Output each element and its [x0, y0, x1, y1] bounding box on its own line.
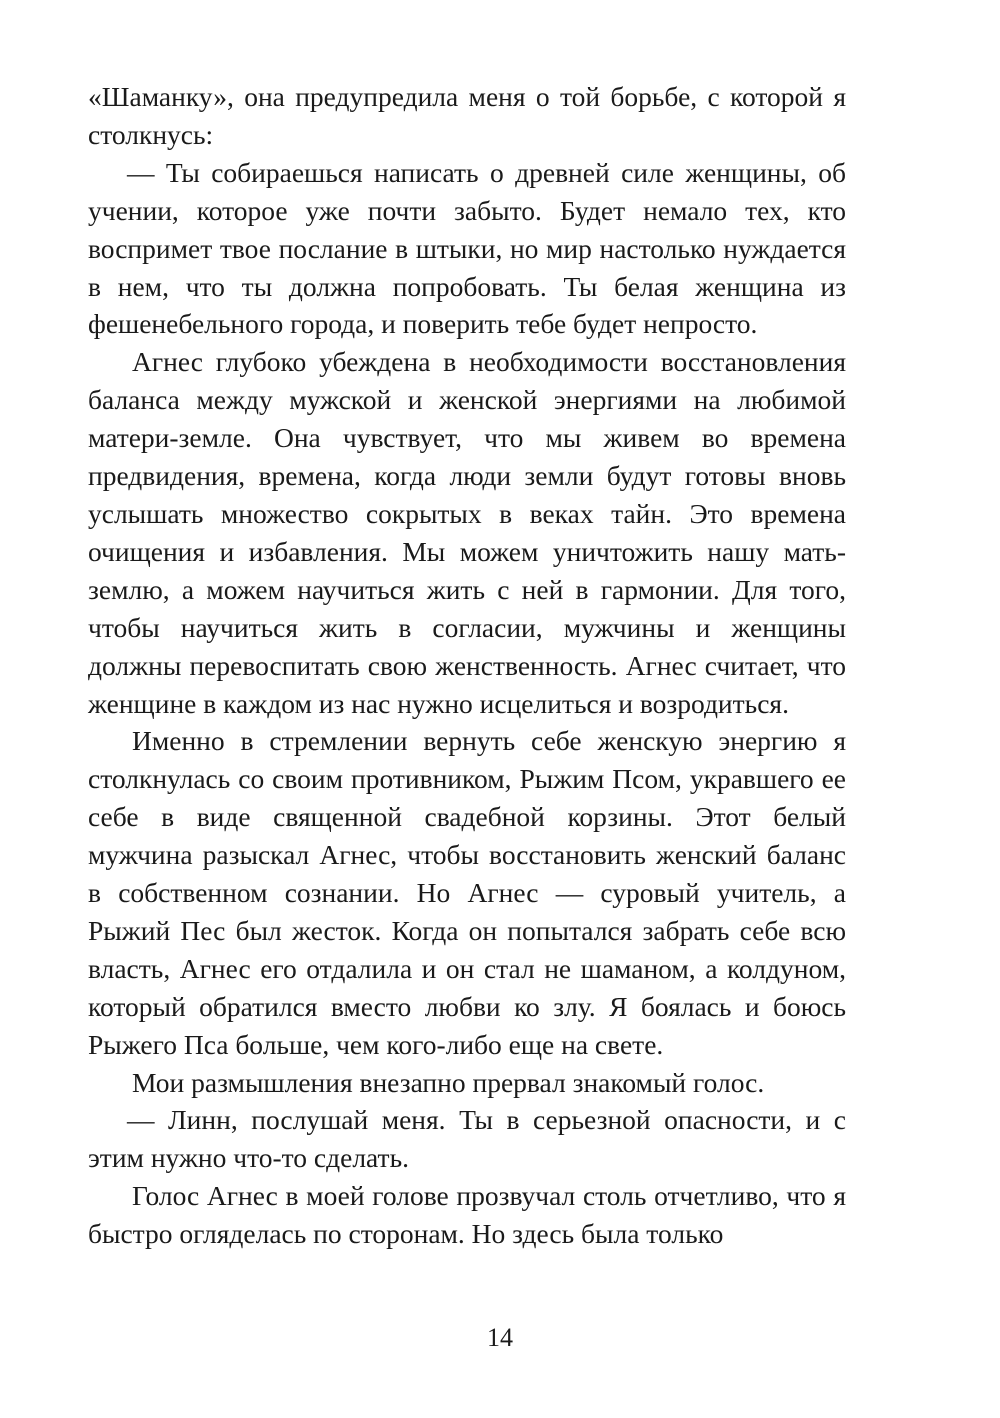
body-text	[88, 78, 846, 1253]
paragraph: — Ты собираешься написать о древней силе женщины, об учении, которое уже почти забыто. Будет немало тех, кто воспримет твое послание в штыки, но мир настолько нуждается в нем, что ты должна попробовать. Ты белая женщина из фешенебельного города, и поверить тебе будет непросто.	[88, 156, 846, 340]
paragraph: Именно в стремлении вернуть себе женскую энергию я столкнулась со своим противником, Рыжим Псом, укравшего ее себе в виде священной свадебной корзины. Этот белый мужчина разыскал Агнес, чтобы восстановить женский баланс в собственном сознании. Но Агнес — суровый учитель, а Рыжий Пес был жесток. Когда он попытался забрать себе всю власть, Агнес его отдалила и он стал не шаманом, а колдуном, который обратился вместо любви ко злу. Я боялась и боюсь Рыжего Пса больше, чем кого-либо еще на свете.	[88, 725, 846, 1060]
paragraph: «Шаманку», она предупредила меня о той борьбе, с которой я столкнусь:	[88, 81, 846, 150]
page-number: 14	[487, 1323, 513, 1352]
paragraph: Мои размышления внезапно прервал знакомый голос.	[132, 1066, 765, 1098]
paragraph: Агнес глубоко убеждена в необходимости восстановления баланса между мужской и женской энергиями на любимой матери-земле. Она чувствует, что мы живем во времена предвидения, времена, когда люди земли будут готовы вновь услышать множество сокрытых в веках тайн. Это времена очищения и избавления. Мы можем уничтожить нашу мать-землю, а можем научиться жить с ней в гармонии. Для того, чтобы научиться жить в согласии, мужчины и женщины должны перевоспитать свою женственность. Агнес считает, что женщине в каждом из нас нужно исцелиться и возродиться.	[88, 346, 846, 719]
paragraph: — Линн, послушай меня. Ты в серьезной опасности, и с этим нужно что-то сделать.	[88, 1104, 846, 1174]
paragraph: Голос Агнес в моей голове прозвучал столь отчетливо, что я быстро огляделась по сторонам. Но здесь была только	[88, 1180, 846, 1250]
